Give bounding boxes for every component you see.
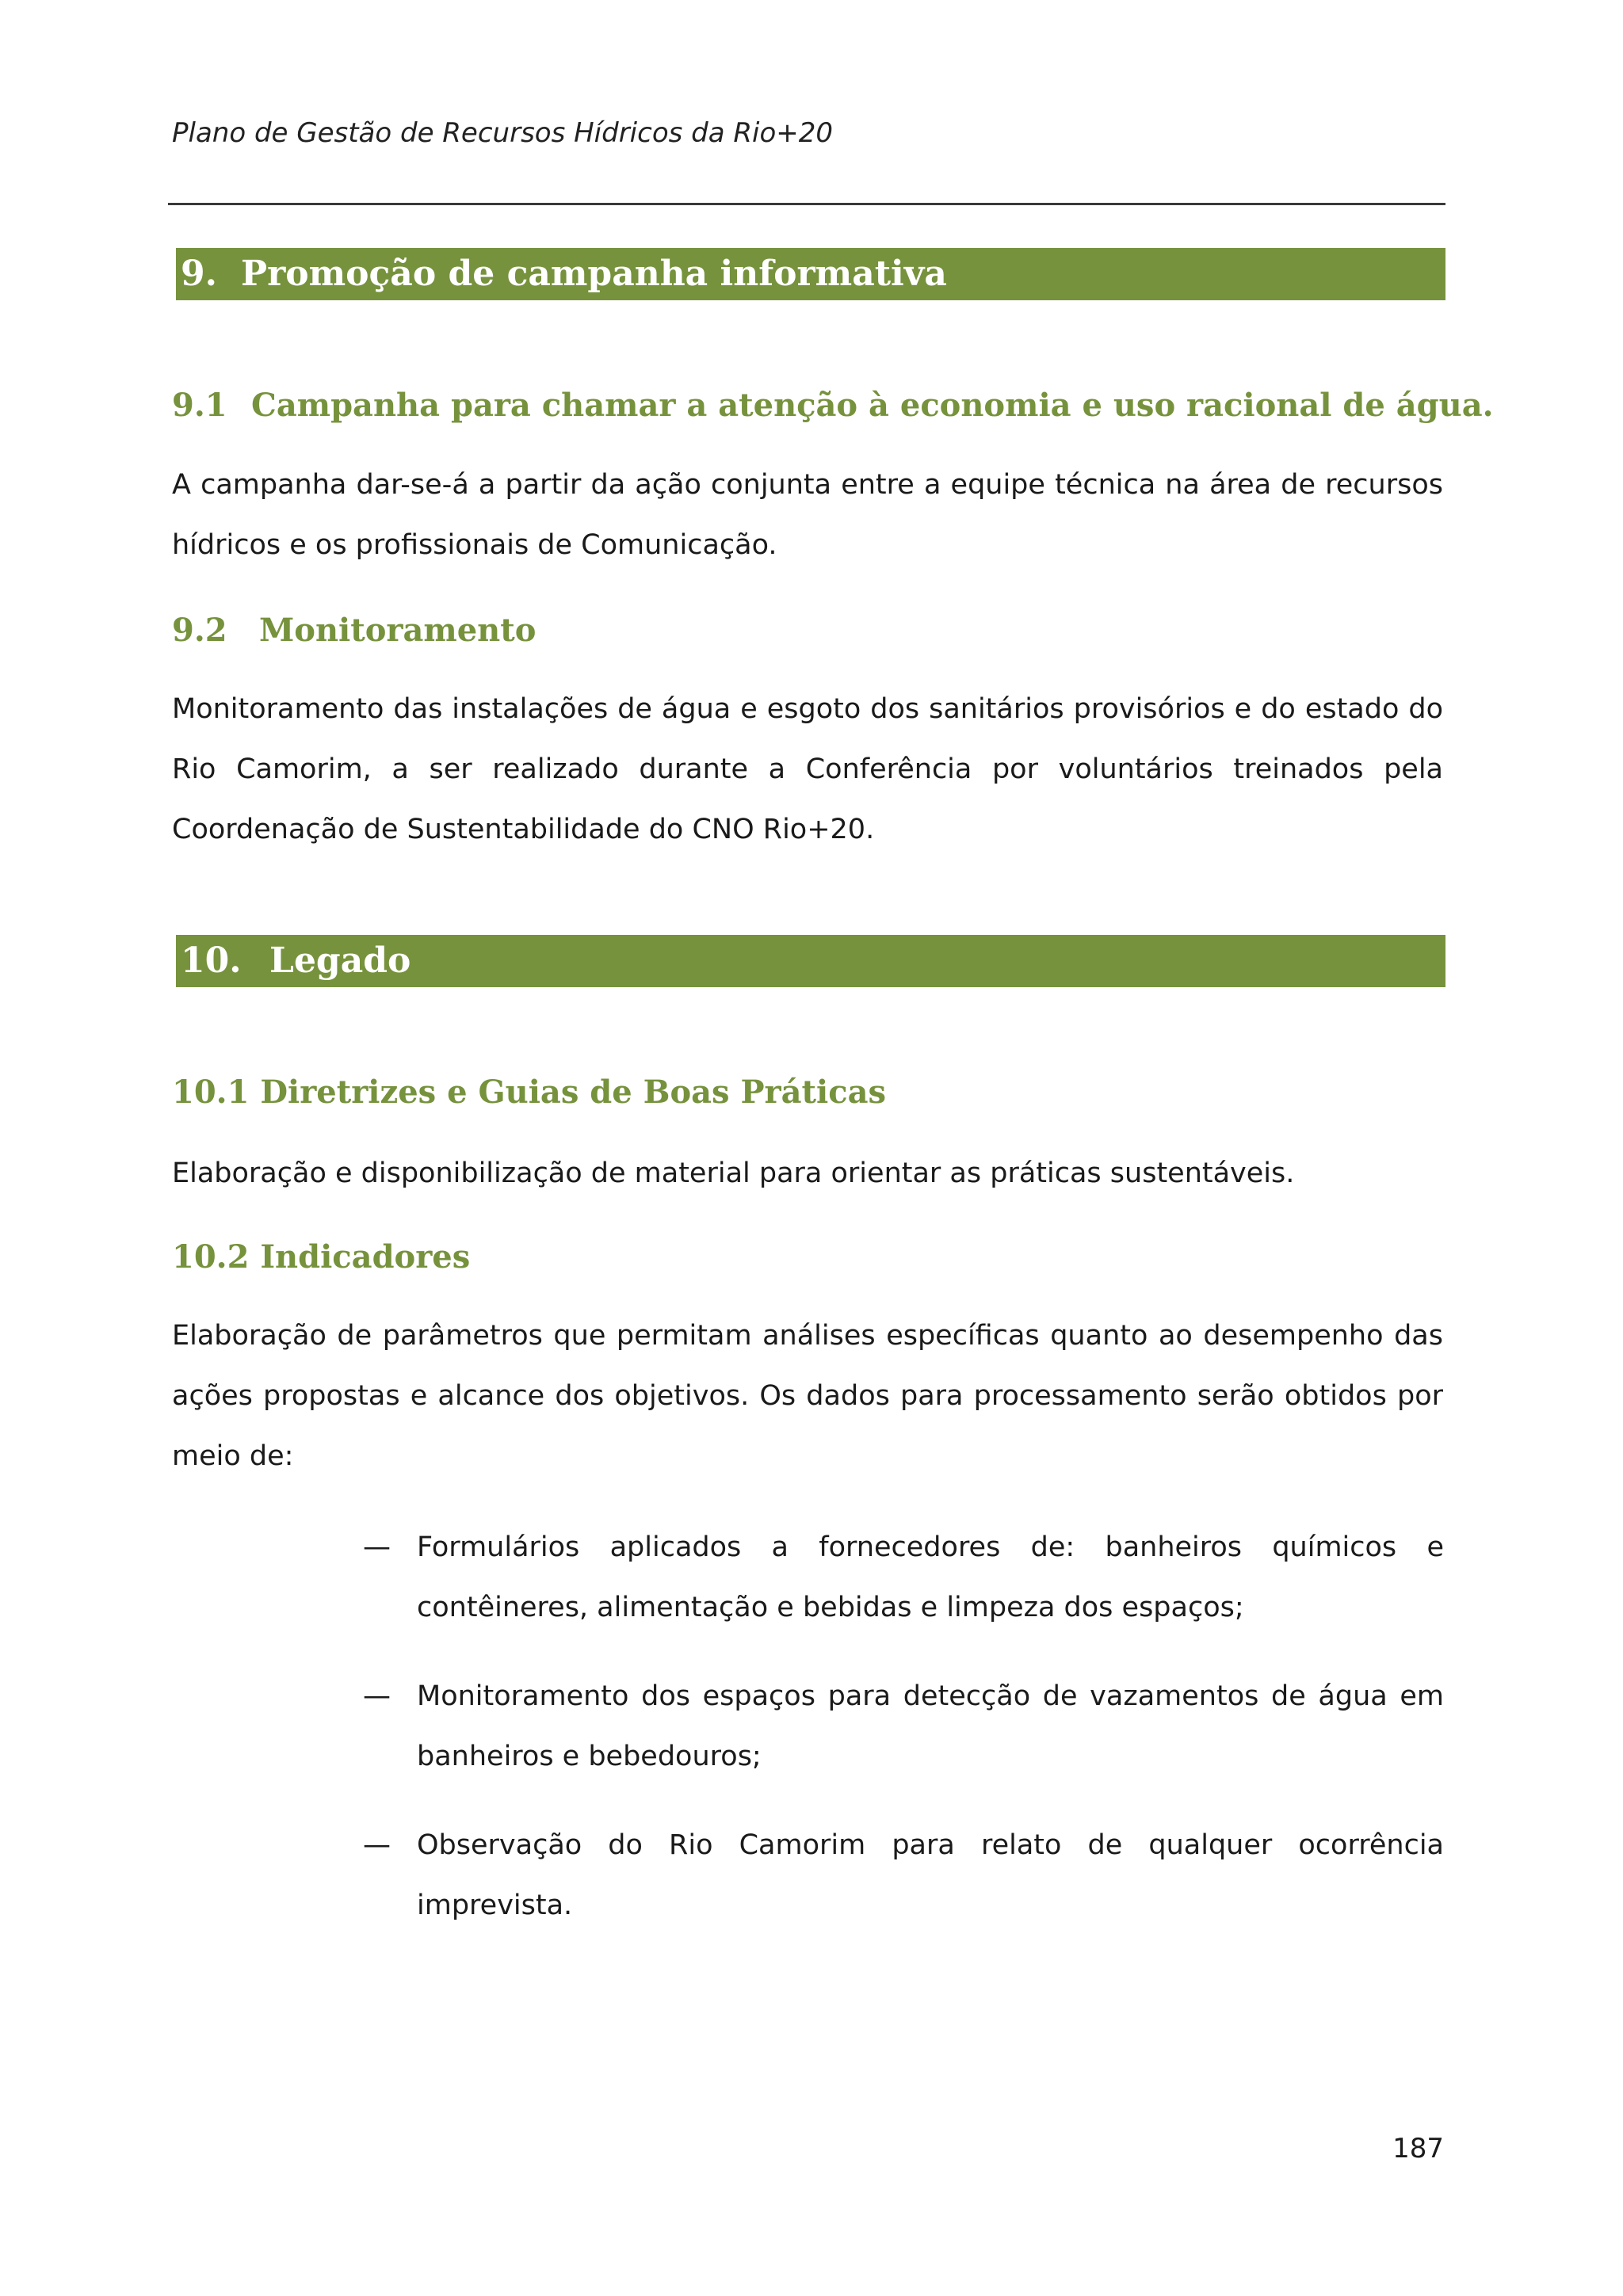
page-number: 187 [1392,2133,1444,2164]
indicators-bullet-list [363,1517,1444,1964]
subsection-9-2-heading [172,612,536,649]
list-item [363,1815,1444,1936]
list-item-text: Formulários aplicados a fornecedores de: banheiros químicos e contêineres, alimentação e bebidas e limpeza dos espaços; [417,1531,1444,1623]
subsection-9-2-body: Monitoramento das instalações de água e esgoto dos sanitários provisórios e do estado do Rio Camorim, a ser realizado durante a Conferência por voluntários treinados pela Coordenação de Sustentabilidade do CNO Rio+20. [172,693,1443,845]
dash-bullet-icon: — [363,1680,391,1712]
subsection-9-1-body: A campanha dar-se-á a partir da ação conjunta entre a equipe técnica na área de recursos hídricos e os profissionais de Comunicação. [172,469,1443,561]
dash-bullet-icon: — [363,1531,391,1563]
list-item [363,1666,1444,1787]
subsection-9-2-title: Monitoramento [259,612,537,649]
subsection-10-1-heading: 10.1 Diretrizes e Guias de Boas Práticas [172,1074,887,1111]
section-9-title: Promoção de campanha informativa [241,254,947,294]
section-9-heading-bar [176,248,1445,300]
list-item-text: Observação do Rio Camorim para relato de qualquer ocorrência imprevista. [417,1829,1444,1921]
subsection-10-2-body: Elaboração de parâmetros que permitam análises específicas quanto ao desempenho das ações propostas e alcance dos objetivos. Os dados para processamento serão obtidos por meio de: [172,1320,1443,1472]
subsection-10-2-heading: 10.2 Indicadores [172,1238,471,1276]
subsection-9-2-number: 9.2 [172,612,227,649]
section-10-title: Legado [269,940,411,981]
section-9-number: 9. [181,254,217,294]
list-item [363,1517,1444,1638]
running-header: Plano de Gestão de Recursos Hídricos da Rio+20 [172,117,833,149]
subsection-9-1-heading [172,387,1494,424]
header-divider [168,203,1445,205]
dash-bullet-icon: — [363,1829,391,1861]
subsection-9-1-title: Campanha para chamar a atenção à economia e uso racional de água. [251,387,1494,424]
section-10-heading-bar [176,935,1445,987]
list-item-text: Monitoramento dos espaços para detecção de vazamentos de água em banheiros e bebedouros; [417,1680,1444,1772]
subsection-9-1-number: 9.1 [172,387,227,424]
section-10-number: 10. [181,940,242,981]
subsection-10-1-body: Elaboração e disponibilização de material para orientar as práticas sustentáveis. [172,1158,1295,1189]
